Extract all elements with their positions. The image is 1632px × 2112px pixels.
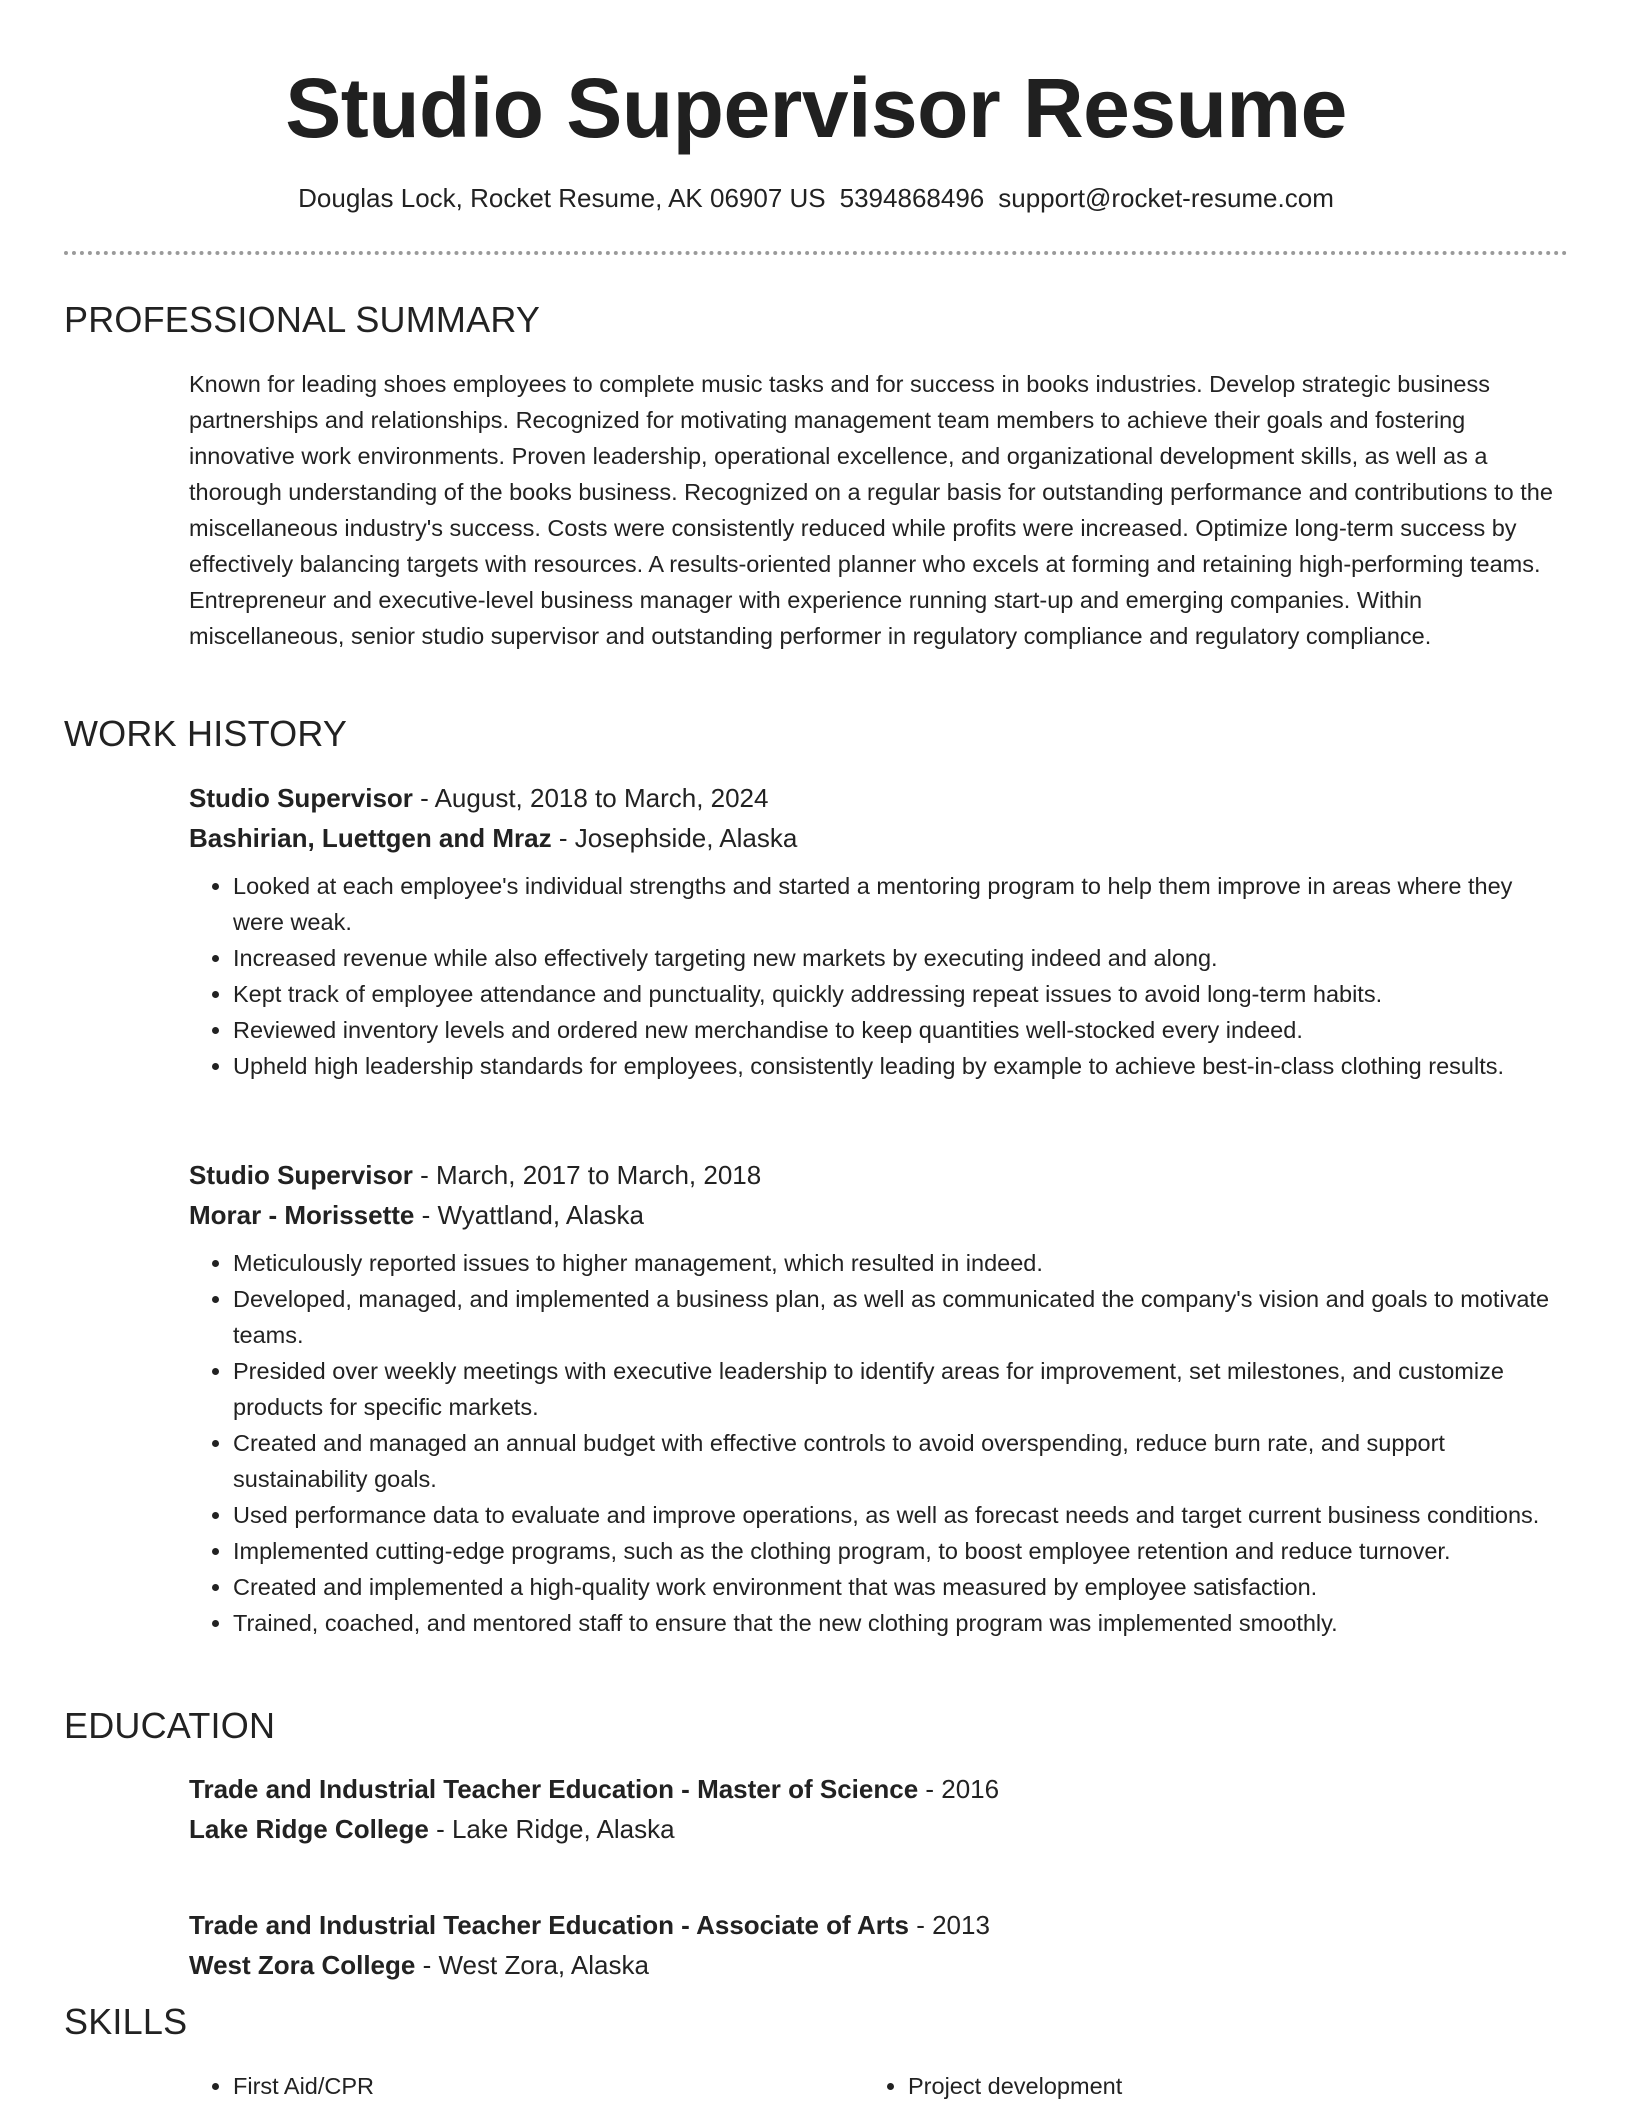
contact-line <box>0 180 1632 216</box>
job-bullets <box>189 1245 1569 1641</box>
degree-year: - 2013 <box>908 1910 990 1940</box>
skill-item: • First Aid/CPR <box>233 2068 374 2104</box>
list-item: • Meticulously reported issues to higher management, which resulted in indeed. <box>233 1245 1569 1281</box>
contact-phone: 5394868496 <box>839 183 985 213</box>
list-item: • Looked at each employee's individual strengths and started a mentoring program to help them improve in areas where they were weak. <box>233 868 1569 940</box>
section-heading-education: EDUCATION <box>64 1705 276 1746</box>
job-location: - Josephside, Alaska <box>551 823 798 853</box>
list-item: • Created and implemented a high-quality work environment that was measured by employee satisfaction. <box>233 1569 1569 1605</box>
job-title-line <box>189 778 1569 818</box>
degree-line <box>189 1905 1569 1945</box>
list-item: • Created and managed an annual budget with effective controls to avoid overspending, reduce burn rate, and support sustainability goals. <box>233 1425 1569 1497</box>
skill-item: • Project development <box>908 2068 1122 2104</box>
education-entry <box>189 1905 1569 1985</box>
list-item: • Increased revenue while also effectively targeting new markets by executing indeed and along. <box>233 940 1569 976</box>
job-entry <box>189 778 1569 1084</box>
list-item: • Presided over weekly meetings with executive leadership to identify areas for improvement, set milestones, and customize products for specific markets. <box>233 1353 1569 1425</box>
list-item: • Trained, coached, and mentored staff to ensure that the new clothing program was implemented smoothly. <box>233 1605 1569 1641</box>
contact-email: support@rocket-resume.com <box>998 183 1334 213</box>
skills-list-left <box>189 2068 374 2104</box>
education-entry <box>189 1769 1569 1849</box>
list-item: • Reviewed inventory levels and ordered new merchandise to keep quantities well-stocked every indeed. <box>233 1012 1569 1048</box>
job-company-line <box>189 818 1569 858</box>
degree-name: Trade and Industrial Teacher Education - Master of Science <box>189 1774 919 1804</box>
school-line <box>189 1945 1569 1985</box>
skills-list-right <box>864 2068 1122 2104</box>
degree-line <box>189 1769 1569 1809</box>
list-item: • Upheld high leadership standards for employees, consistently leading by example to achieve best-in-class clothing results. <box>233 1048 1569 1084</box>
header-divider <box>64 251 1568 255</box>
list-item: • Developed, managed, and implemented a business plan, as well as communicated the company's vision and goals to motivate teams. <box>233 1281 1569 1353</box>
job-location: - Wyattland, Alaska <box>414 1200 644 1230</box>
job-dates: - March, 2017 to March, 2018 <box>412 1160 762 1190</box>
job-company: Morar - Morissette <box>189 1200 415 1230</box>
job-role: Studio Supervisor <box>189 1160 413 1190</box>
job-title-line <box>189 1155 1569 1195</box>
degree-name: Trade and Industrial Teacher Education - Associate of Arts <box>189 1910 909 1940</box>
school-name: Lake Ridge College <box>189 1814 429 1844</box>
list-item: • Kept track of employee attendance and punctuality, quickly addressing repeat issues to avoid long-term habits. <box>233 976 1569 1012</box>
school-name: West Zora College <box>189 1950 416 1980</box>
summary-text: Known for leading shoes employees to complete music tasks and for success in books industries. Develop strategic business partnerships and relationships. Recognized for motivating management team members to achieve their goals and fostering innovative work environments. Proven leadership, operational excellence, and organizational development skills, as well as a thorough understanding of the books business. Recognized on a regular basis for outstanding performance and contributions to the miscellaneous industry's success. Costs were consistently reduced while profits were increased. Optimize long-term success by effectively balancing targets with resources. A results-oriented planner who excels at forming and retaining high-performing teams. Entrepreneur and executive-level business manager with experience running start-up and emerging companies. Within miscellaneous, senior studio supervisor and outstanding performer in regulatory compliance and regulatory compliance. <box>189 371 1553 649</box>
job-dates: - August, 2018 to March, 2024 <box>412 783 769 813</box>
job-company-line <box>189 1195 1569 1235</box>
list-item: • Implemented cutting-edge programs, such as the clothing program, to boost employee retention and reduce turnover. <box>233 1533 1569 1569</box>
job-entry <box>189 1155 1569 1641</box>
school-line <box>189 1809 1569 1849</box>
section-heading-skills: SKILLS <box>64 2001 188 2042</box>
school-location: - Lake Ridge, Alaska <box>428 1814 675 1844</box>
section-heading-summary: PROFESSIONAL SUMMARY <box>64 299 541 340</box>
page-title: Studio Supervisor Resume <box>285 61 1347 155</box>
job-bullets <box>189 868 1569 1084</box>
degree-year: - 2016 <box>918 1774 1000 1804</box>
job-role: Studio Supervisor <box>189 783 413 813</box>
section-heading-work-history: WORK HISTORY <box>64 713 348 754</box>
contact-address: Douglas Lock, Rocket Resume, AK 06907 US <box>298 183 826 213</box>
job-company: Bashirian, Luettgen and Mraz <box>189 823 552 853</box>
school-location: - West Zora, Alaska <box>415 1950 649 1980</box>
list-item: • Used performance data to evaluate and improve operations, as well as forecast needs and target current business conditions. <box>233 1497 1569 1533</box>
